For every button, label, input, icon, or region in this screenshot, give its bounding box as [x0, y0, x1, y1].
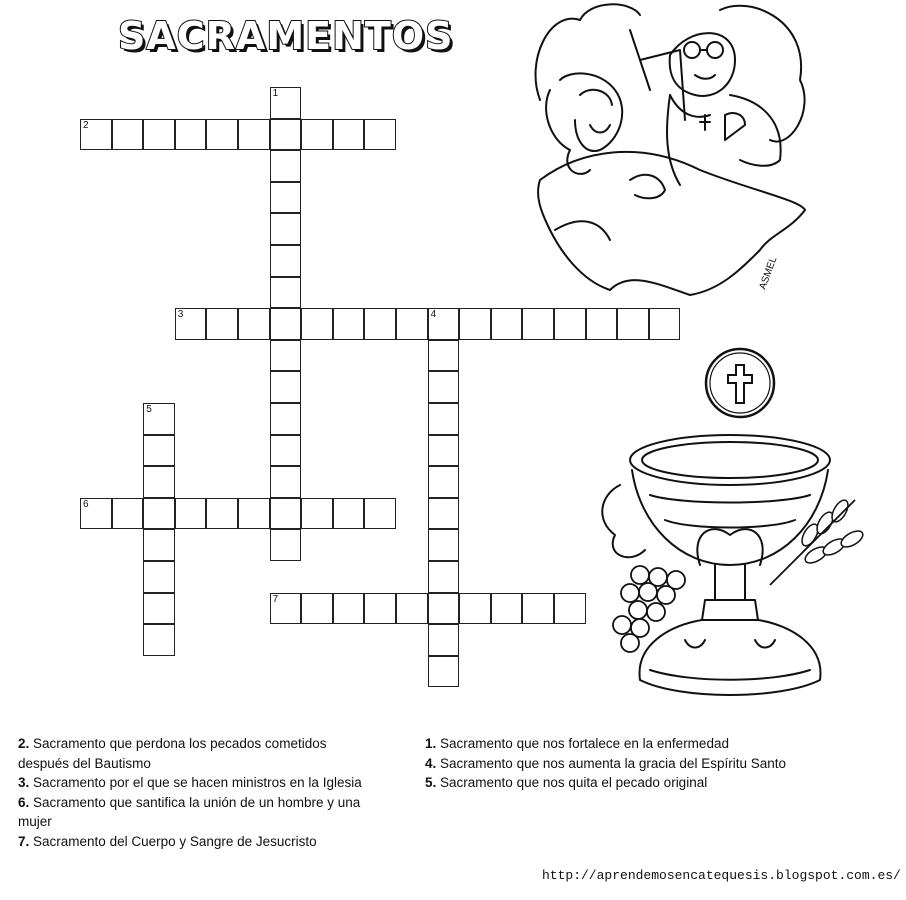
host-with-cross-icon — [700, 343, 780, 423]
crossword-cell[interactable] — [270, 340, 302, 372]
crossword-cell[interactable] — [491, 308, 523, 340]
crossword-cell[interactable] — [428, 529, 460, 561]
crossword-cell[interactable] — [112, 498, 144, 530]
crossword-cell[interactable] — [301, 498, 333, 530]
crossword-cell[interactable] — [238, 498, 270, 530]
crossword-cell[interactable] — [270, 435, 302, 467]
crossword-cell[interactable] — [428, 435, 460, 467]
crossword-cell[interactable] — [333, 308, 365, 340]
clue-2: 2. Sacramento que perdona los pecados cometidos después del Bautismo — [18, 736, 327, 771]
crossword-cell[interactable] — [270, 213, 302, 245]
crossword-cell[interactable] — [301, 308, 333, 340]
crossword-cell[interactable] — [143, 466, 175, 498]
page-title: SACRAMENTOS — [118, 14, 454, 58]
crossword-cell[interactable] — [143, 624, 175, 656]
clue-7: 7. Sacramento del Cuerpo y Sangre de Jesucristo — [18, 833, 317, 849]
crossword-cell[interactable] — [459, 593, 491, 625]
cell-number: 7 — [272, 593, 279, 605]
crossword-cell[interactable] — [270, 593, 302, 625]
crossword-cell[interactable] — [428, 656, 460, 688]
crossword-cell[interactable] — [270, 498, 302, 530]
crossword-cell[interactable] — [270, 87, 302, 119]
crossword-cell[interactable] — [333, 498, 365, 530]
cell-number: 4 — [430, 309, 437, 321]
crossword-cell[interactable] — [143, 435, 175, 467]
crossword-cell[interactable] — [80, 119, 112, 151]
cell-number: 5 — [146, 404, 152, 415]
crossword-cell[interactable] — [206, 308, 238, 340]
crossword-cell[interactable] — [428, 371, 460, 403]
crossword-cell[interactable] — [428, 340, 460, 372]
crossword-cell[interactable] — [428, 593, 460, 625]
crossword-cell[interactable] — [428, 624, 460, 656]
crossword-cell[interactable] — [143, 593, 175, 625]
anointing-of-sick-illustration — [520, 0, 820, 300]
clues-down — [425, 734, 795, 793]
clue-6: 6. Sacramento que santifica la unión de un hombre y una mujer — [18, 794, 361, 829]
clues-across — [18, 734, 378, 851]
crossword-cell[interactable] — [143, 403, 175, 435]
svg-text:ASMEL: ASMEL — [757, 255, 780, 292]
crossword-cell[interactable] — [554, 593, 586, 625]
crossword-cell[interactable] — [364, 119, 396, 151]
cell-number: 6 — [83, 498, 89, 510]
cell-number: 2 — [83, 119, 89, 131]
crossword-cell[interactable] — [491, 593, 523, 625]
crossword-cell[interactable] — [270, 529, 302, 561]
crossword-cell[interactable] — [270, 403, 302, 435]
crossword-cell[interactable] — [238, 119, 270, 151]
crossword-cell[interactable] — [396, 593, 428, 625]
crossword-cell[interactable] — [428, 308, 460, 340]
crossword-cell[interactable] — [270, 371, 302, 403]
crossword-cell[interactable] — [143, 119, 175, 151]
crossword-cell[interactable] — [270, 277, 302, 309]
crossword-cell[interactable] — [428, 498, 460, 530]
crossword-cell[interactable] — [333, 593, 365, 625]
cell-number: 1 — [272, 88, 279, 99]
crossword-cell[interactable] — [522, 593, 554, 625]
crossword-cell[interactable] — [586, 308, 618, 340]
crossword-cell[interactable] — [396, 308, 428, 340]
crossword-cell[interactable] — [649, 308, 681, 340]
crossword-cell[interactable] — [270, 182, 302, 214]
source-url: http://aprendemosencatequesis.blogspot.com.es/ — [542, 868, 901, 883]
crossword-cell[interactable] — [554, 308, 586, 340]
crossword-cell[interactable] — [617, 308, 649, 340]
crossword-cell[interactable] — [175, 308, 207, 340]
crossword-cell[interactable] — [175, 119, 207, 151]
clue-5: 5. Sacramento que nos quita el pecado original — [425, 775, 708, 790]
crossword-cell[interactable] — [364, 308, 396, 340]
crossword-cell[interactable] — [459, 308, 491, 340]
crossword-cell[interactable] — [428, 403, 460, 435]
crossword-cell[interactable] — [270, 308, 302, 340]
crossword-cell[interactable] — [112, 119, 144, 151]
crossword-cell[interactable] — [522, 308, 554, 340]
cell-number: 3 — [177, 309, 184, 321]
crossword-cell[interactable] — [143, 529, 175, 561]
clue-3: 3. Sacramento por el que se hacen ministros en la Iglesia — [18, 775, 362, 790]
crossword-cell[interactable] — [270, 150, 302, 182]
crossword-cell[interactable] — [428, 561, 460, 593]
crossword-cell[interactable] — [333, 119, 365, 151]
crossword-cell[interactable] — [364, 498, 396, 530]
chalice-illustration — [590, 425, 870, 715]
crossword-cell[interactable] — [238, 308, 270, 340]
crossword-cell[interactable] — [301, 593, 333, 625]
crossword-cell[interactable] — [80, 498, 112, 530]
crossword-cell[interactable] — [428, 466, 460, 498]
crossword-cell[interactable] — [364, 593, 396, 625]
crossword-cell[interactable] — [143, 498, 175, 530]
crossword-cell[interactable] — [175, 498, 207, 530]
clue-4: 4. Sacramento que nos aumenta la gracia del Espíritu Santo — [425, 755, 786, 771]
crossword-cell[interactable] — [206, 498, 238, 530]
crossword-cell[interactable] — [143, 561, 175, 593]
crossword-cell[interactable] — [270, 245, 302, 277]
clue-1: 1. Sacramento que nos fortalece en la enfermedad — [425, 736, 729, 751]
crossword-cell[interactable] — [270, 119, 302, 151]
crossword-cell[interactable] — [270, 466, 302, 498]
crossword-cell[interactable] — [206, 119, 238, 151]
crossword-cell[interactable] — [301, 119, 333, 151]
